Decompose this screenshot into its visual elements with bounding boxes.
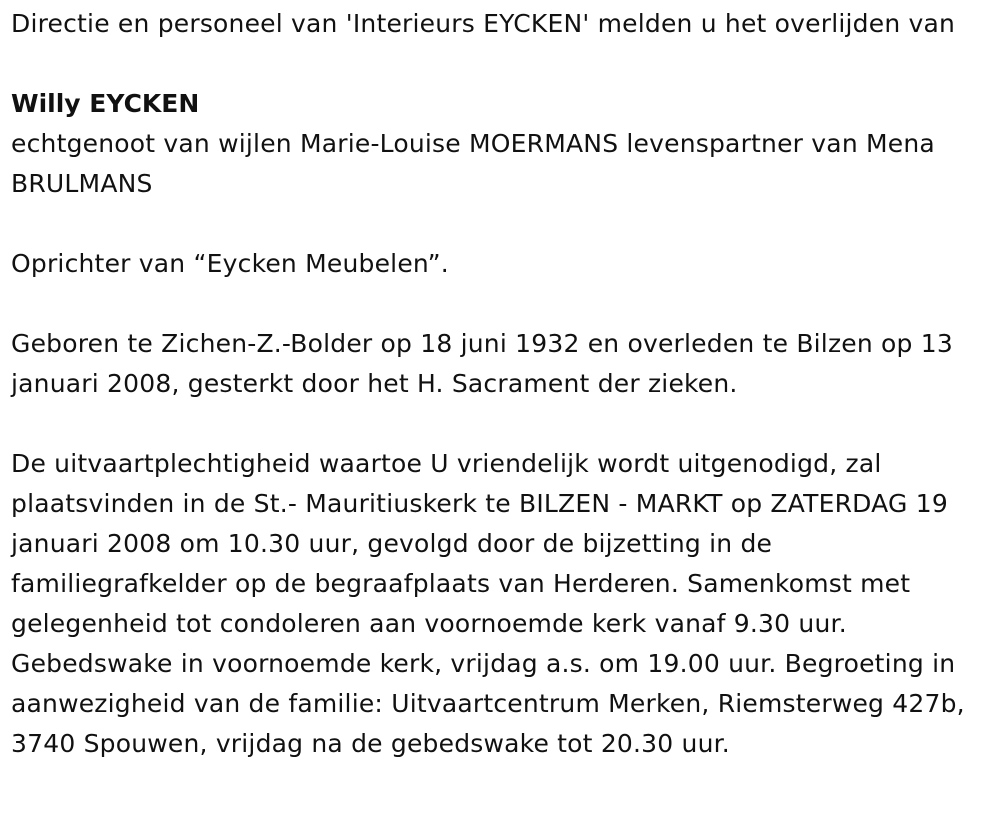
funeral-paragraph: De uitvaartplechtigheid waartoe U vriendelijk wordt uitgenodigd, zal plaatsvinden in de St.- Mauritiuskerk te BILZEN - MARKT op ZATERDAG 19 januari 2008 om 10.30 uur, gevolgd door de bijzetting in de familiegrafkelder op de begraafplaats van Herderen. Samenkomst met gelegenheid tot condoleren aan voornoemde kerk vanaf 9.30 uur. Gebedswake in voornoemde kerk, vrijdag a.s. om 19.00 uur. Begroeting in aanwezigheid van de familie: Uitvaartcentrum Merken, Riemsterweg 427b, 3740 Spouwen, vrijdag na de gebedswake tot 20.30 uur. — [11, 449, 965, 758]
relations-paragraph: echtgenoot van wijlen Marie-Louise MOERMANS levenspartner van Mena BRULMANS — [11, 129, 935, 198]
obituary-notice — [11, 4, 991, 764]
spacer — [11, 404, 991, 444]
spacer — [11, 204, 991, 244]
intro-paragraph: Directie en personeel van 'Interieurs EYCKEN' melden u het overlijden van — [11, 9, 956, 38]
spacer — [11, 284, 991, 324]
founder-paragraph: Oprichter van “Eycken Meubelen”. — [11, 249, 449, 278]
spacer — [11, 44, 991, 84]
birth-death-paragraph: Geboren te Zichen-Z.-Bolder op 18 juni 1932 en overleden te Bilzen op 13 januari 2008, gesterkt door het H. Sacrament der zieken. — [11, 329, 953, 398]
deceased-name: Willy EYCKEN — [11, 89, 200, 118]
